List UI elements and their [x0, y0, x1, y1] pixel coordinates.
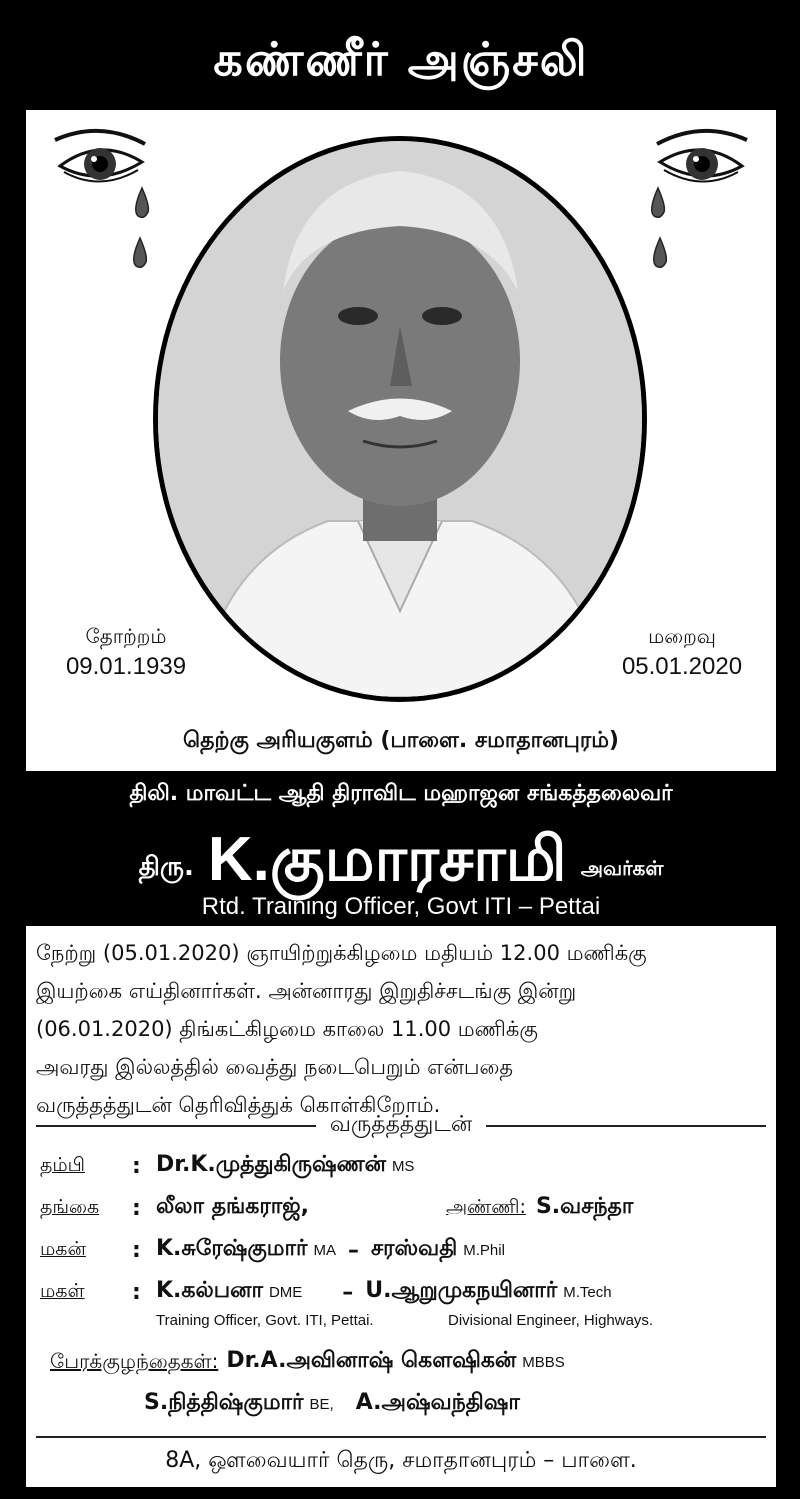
grandchildren-label: பேரக்குழந்தைகள்: — [50, 1348, 219, 1373]
daughter-qualification: DME — [268, 1283, 303, 1301]
mourners-heading: வருத்தத்துடன் — [329, 1112, 473, 1137]
divider-rule — [36, 1125, 316, 1127]
death-label: மறைவு — [648, 626, 716, 648]
son-in-law-job: Divisional Engineer, Highways. — [448, 1312, 654, 1329]
village-line: தெற்கு அரியகுளம் (பாளை. சமாதானபுரம்) — [183, 728, 619, 753]
daughter-name: K.கல்பனா — [156, 1278, 263, 1303]
sister-in-law-name: S.வசந்தா — [535, 1194, 634, 1219]
name-band — [26, 771, 776, 926]
brother-qualification: MS — [391, 1157, 415, 1175]
sister-name: லீலா தங்கராஜ், — [156, 1194, 309, 1219]
death-date-block — [594, 626, 770, 681]
dash: – — [342, 1279, 354, 1305]
son-row — [40, 1232, 505, 1268]
daughter-in-law-qualification: M.Phil — [463, 1241, 505, 1259]
divider-rule — [486, 1125, 766, 1127]
notice-paragraph — [36, 934, 766, 1124]
dash: – — [347, 1237, 359, 1263]
notice-line: (06.01.2020) திங்கட்கிழமை காலை 11.00 மணிக்கு — [36, 1017, 538, 1041]
daughter-in-law-name: சரஸ்வதி — [370, 1236, 458, 1261]
honorific-prefix: திரு. — [138, 852, 194, 882]
grandchild-qualification: MBBS — [522, 1353, 565, 1371]
teardrop-icon — [648, 186, 668, 220]
brother-row — [40, 1148, 414, 1184]
teardrop-icon — [650, 236, 670, 270]
notice-line: இயற்கை எய்தினார்கள். அன்னாரது இறுதிச்சடங்கு இன்று — [36, 979, 577, 1003]
sister-row — [40, 1190, 633, 1226]
grandchildren-row-2 — [144, 1386, 520, 1422]
teardrop-icon — [130, 236, 150, 270]
deceased-name: K.குமாரசாமி — [207, 825, 567, 894]
grandchild-qualification: BE, — [309, 1395, 334, 1413]
daughter-label: மகள் — [40, 1279, 85, 1302]
colon: : — [132, 1237, 141, 1263]
grandchildren-row — [50, 1344, 565, 1380]
title-banner — [26, 14, 776, 110]
death-date: 05.01.2020 — [621, 653, 743, 680]
grandchild-name: S.நித்திஷ்குமார் — [144, 1390, 304, 1415]
teardrop-icon — [132, 186, 152, 220]
crying-eye-icon — [652, 122, 752, 192]
birth-label: தோற்றம் — [85, 626, 167, 648]
brother-label: தம்பி — [40, 1153, 85, 1176]
portrait-figure — [158, 141, 642, 697]
honorific-suffix: அவர்கள் — [580, 856, 664, 880]
address-line: 8A, ஔவையார் தெரு, சமாதானபுரம் – பாளை. — [165, 1448, 637, 1473]
brother-name: Dr.K.முத்துகிருஷ்ணன் — [156, 1152, 386, 1177]
name-row — [26, 815, 776, 894]
sister-label: தங்கை — [40, 1195, 100, 1218]
daughter-row — [40, 1274, 612, 1310]
poster-title: கண்ணீர் அஞ்சலி — [213, 31, 589, 86]
notice-line: வருத்தத்துடன் தெரிவித்துக் கொள்கிறோம். — [36, 1093, 441, 1117]
grandchild-name: Dr.A.அவினாஷ் கௌஷிகன் — [226, 1348, 517, 1373]
mourners-divider — [36, 1112, 766, 1140]
colon: : — [132, 1279, 141, 1305]
grandchild-name: A.அஷ்வந்திஷா — [355, 1390, 520, 1415]
son-in-law-name: U.ஆறுமுகநயினார் — [365, 1278, 558, 1303]
poster-sheet — [26, 14, 776, 1487]
birth-date: 09.01.1939 — [65, 653, 187, 680]
son-qualification: MA — [313, 1241, 336, 1259]
portrait-photo — [153, 136, 647, 702]
colon: : — [132, 1195, 141, 1221]
notice-line: நேற்று (05.01.2020) ஞாயிற்றுக்கிழமை மதியம் 12.00 மணிக்கு — [36, 941, 647, 965]
daughter-job: Training Officer, Govt. ITI, Pettai. — [156, 1312, 374, 1329]
son-in-law-qualification: M.Tech — [563, 1283, 612, 1301]
crying-eye-icon — [50, 122, 150, 192]
son-name: K.சுரேஷ்குமார் — [156, 1236, 308, 1261]
designation: Rtd. Training Officer, Govt ITI – Pettai — [201, 893, 601, 920]
notice-line: அவரது இல்லத்தில் வைத்து நடைபெறும் என்பதை — [36, 1055, 514, 1079]
son-label: மகன் — [40, 1237, 86, 1260]
sister-in-law-label: அண்ணி: — [446, 1195, 526, 1218]
association-title: திலி. மாவட்ட ஆதி திராவிட மஹாஜன சங்கத்தலைவர் — [129, 781, 673, 806]
footer-rule — [36, 1436, 766, 1438]
colon: : — [132, 1153, 141, 1179]
birth-date-block — [38, 626, 214, 681]
